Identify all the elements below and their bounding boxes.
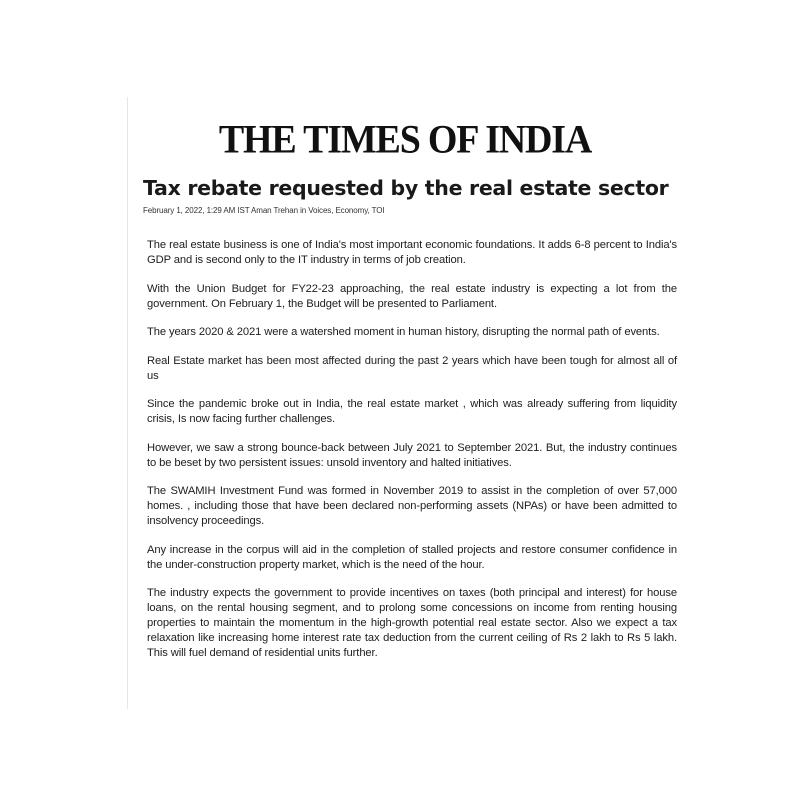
article-paragraph-7: The SWAMIH Investment Fund was formed in November 2019 to assist in the completion of over 57,000 homes. , including those that have been declared non-performing assets (NPAs) or have been admitted to insolvency proceedings. [147, 485, 677, 527]
article-paragraph-3: The years 2020 & 2021 were a watershed moment in human history, disrupting the normal path of events. [147, 326, 660, 338]
article-headline: Tax rebate requested by the real estate sector [143, 176, 669, 200]
article-paragraph-5: Since the pandemic broke out in India, the real estate market , which was already suffering from liquidity crisis, Is now facing further challenges. [147, 398, 677, 425]
article-paragraph-8: Any increase in the corpus will aid in the completion of stalled projects and restore consumer confidence in the under-construction property market, which is the need of the hour. [147, 543, 677, 571]
article-paragraph-1: The real estate business is one of India's most important economic foundations. It adds 6-8 percent to India's GDP and is second only to the IT industry in terms of job creation. [147, 239, 677, 266]
article-paragraph-4: Real Estate market has been most affected during the past 2 years which have been tough for almost all of us [147, 354, 677, 382]
newspaper-masthead: THE TIMES OF INDIA [218, 117, 592, 163]
article-byline: February 1, 2022, 1:29 AM IST Aman Trehan in Voices, Economy, TOI [143, 206, 385, 215]
page-edge-divider [127, 97, 128, 709]
article-paragraph-6: However, we saw a strong bounce-back between July 2021 to September 2021. But, the industry continues to be beset by two persistent issues: unsold inventory and halted initiatives. [147, 441, 677, 469]
article-body [147, 238, 677, 675]
article-paragraph-2: With the Union Budget for FY22-23 approaching, the real estate industry is expecting a lot from the government. On February 1, the Budget will be presented to Parliament. [147, 282, 677, 310]
article-paragraph-9: The industry expects the government to provide incentives on taxes (both principal and interest) for house loans, on the rental housing segment, and to prolong some concessions on income from renting housing properties to maintain the momentum in the high-growth potential real estate sector. Also we expect a tax relaxation like increasing home interest rate tax deduction from the current ceiling of Rs 2 lakh to Rs 5 lakh. This will fuel demand of residential units further. [147, 587, 677, 659]
